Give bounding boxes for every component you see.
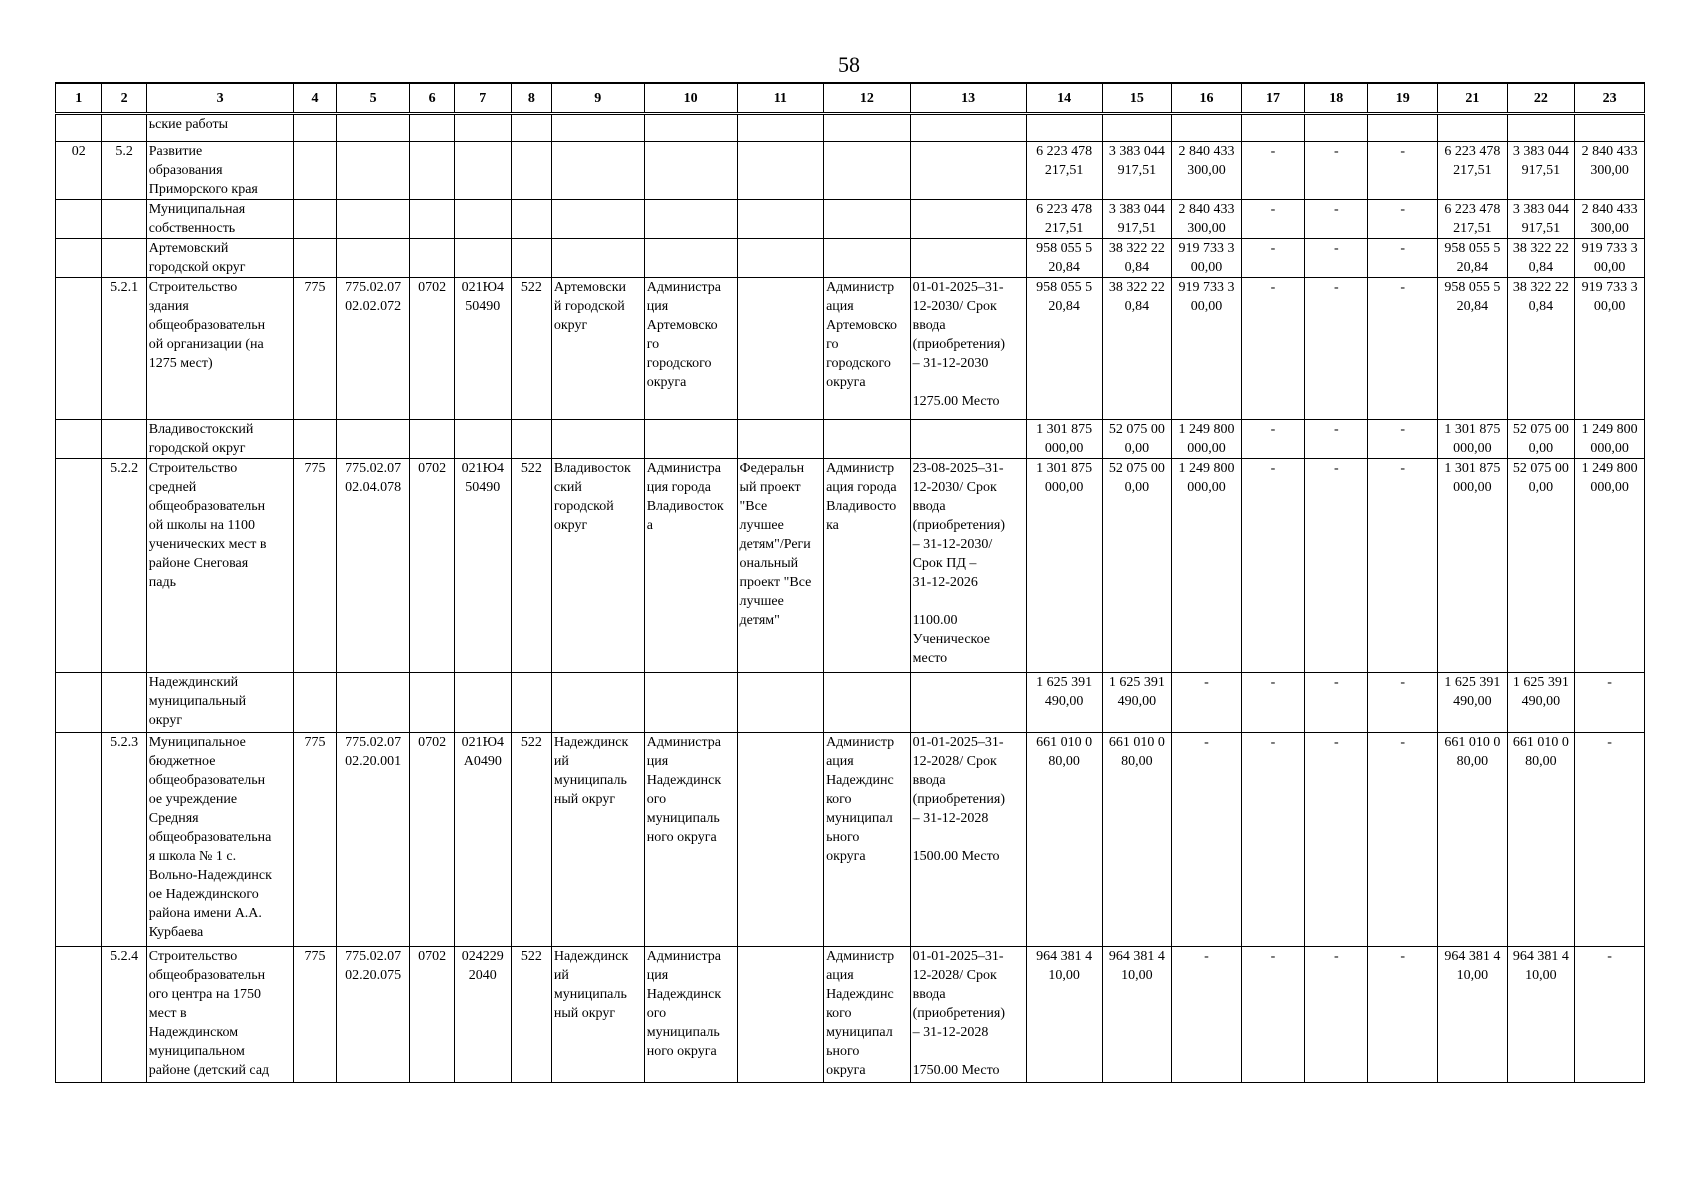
cell-c2: 5.2 bbox=[102, 142, 146, 200]
cell-c14: 661 010 0 80,00 bbox=[1026, 733, 1102, 947]
cell-c14: 1 625 391 490,00 bbox=[1026, 673, 1102, 733]
cell-c16: 919 733 3 00,00 bbox=[1172, 278, 1242, 420]
cell-c19: - bbox=[1368, 947, 1438, 1083]
column-header-7: 7 bbox=[454, 83, 511, 114]
column-header-10: 10 bbox=[644, 83, 737, 114]
cell-c16: 1 249 800 000,00 bbox=[1172, 459, 1242, 673]
cell-c16: - bbox=[1172, 733, 1242, 947]
cell-c8 bbox=[511, 114, 551, 142]
cell-c14: 958 055 5 20,84 bbox=[1026, 239, 1102, 278]
cell-c1 bbox=[56, 947, 102, 1083]
cell-c4 bbox=[294, 420, 336, 459]
cell-c23: 919 733 3 00,00 bbox=[1575, 239, 1645, 278]
cell-c16: 2 840 433 300,00 bbox=[1172, 200, 1242, 239]
cell-c5 bbox=[336, 114, 410, 142]
cell-c9: Владивосток ский городской округ bbox=[551, 459, 644, 673]
cell-c16: 2 840 433 300,00 bbox=[1172, 142, 1242, 200]
cell-c17: - bbox=[1241, 239, 1304, 278]
cell-c15: 38 322 22 0,84 bbox=[1102, 278, 1172, 420]
column-header-17: 17 bbox=[1241, 83, 1304, 114]
cell-c6 bbox=[410, 239, 454, 278]
cell-c22: 964 381 4 10,00 bbox=[1507, 947, 1575, 1083]
cell-c10 bbox=[644, 142, 737, 200]
cell-c8: 522 bbox=[511, 459, 551, 673]
cell-c10 bbox=[644, 200, 737, 239]
cell-c5: 775.02.07 02.20.001 bbox=[336, 733, 410, 947]
cell-c13 bbox=[910, 420, 1026, 459]
cell-c15: 964 381 4 10,00 bbox=[1102, 947, 1172, 1083]
cell-c16: 919 733 3 00,00 bbox=[1172, 239, 1242, 278]
cell-c4 bbox=[294, 200, 336, 239]
cell-c15 bbox=[1102, 114, 1172, 142]
cell-c8: 522 bbox=[511, 947, 551, 1083]
cell-c9 bbox=[551, 673, 644, 733]
cell-c3: Строительство здания общеобразовательн ой организации (на 1275 мест) bbox=[146, 278, 294, 420]
cell-c7: 024229 2040 bbox=[454, 947, 511, 1083]
cell-c23: 919 733 3 00,00 bbox=[1575, 278, 1645, 420]
cell-c21: 661 010 0 80,00 bbox=[1438, 733, 1508, 947]
cell-c22: 3 383 044 917,51 bbox=[1507, 142, 1575, 200]
cell-c19: - bbox=[1368, 278, 1438, 420]
cell-c21: 964 381 4 10,00 bbox=[1438, 947, 1508, 1083]
cell-c9 bbox=[551, 200, 644, 239]
cell-c22 bbox=[1507, 114, 1575, 142]
cell-c13: 01-01-2025–31- 12-2028/ Срок ввода (приобретения) – 31-12-2028 1500.00 Место bbox=[910, 733, 1026, 947]
cell-c18: - bbox=[1305, 673, 1368, 733]
cell-c8 bbox=[511, 142, 551, 200]
table-row bbox=[56, 673, 1645, 733]
cell-c7: 021Ю4 50490 bbox=[454, 459, 511, 673]
cell-c13 bbox=[910, 673, 1026, 733]
cell-c6: 0702 bbox=[410, 278, 454, 420]
cell-c3: Артемовский городской округ bbox=[146, 239, 294, 278]
table-row bbox=[56, 420, 1645, 459]
cell-c22: 52 075 00 0,00 bbox=[1507, 420, 1575, 459]
column-header-22: 22 bbox=[1507, 83, 1575, 114]
cell-c18: - bbox=[1305, 239, 1368, 278]
cell-c2 bbox=[102, 673, 146, 733]
cell-c21 bbox=[1438, 114, 1508, 142]
cell-c9 bbox=[551, 420, 644, 459]
cell-c3: Развитие образования Приморского края bbox=[146, 142, 294, 200]
cell-c23: 2 840 433 300,00 bbox=[1575, 200, 1645, 239]
cell-c2 bbox=[102, 420, 146, 459]
cell-c17: - bbox=[1241, 673, 1304, 733]
cell-c3: Муниципальная собственность bbox=[146, 200, 294, 239]
cell-c16: - bbox=[1172, 673, 1242, 733]
cell-c4 bbox=[294, 114, 336, 142]
cell-c11 bbox=[737, 239, 824, 278]
cell-c5 bbox=[336, 200, 410, 239]
cell-c4: 775 bbox=[294, 278, 336, 420]
column-header-13: 13 bbox=[910, 83, 1026, 114]
cell-c9 bbox=[551, 114, 644, 142]
cell-c16: - bbox=[1172, 947, 1242, 1083]
column-header-1: 1 bbox=[56, 83, 102, 114]
cell-c6: 0702 bbox=[410, 459, 454, 673]
cell-c9 bbox=[551, 239, 644, 278]
table-row bbox=[56, 733, 1645, 947]
cell-c14: 964 381 4 10,00 bbox=[1026, 947, 1102, 1083]
cell-c21: 958 055 5 20,84 bbox=[1438, 239, 1508, 278]
cell-c12: Администр ация Надеждинс кого муниципал ьного округа bbox=[824, 947, 911, 1083]
cell-c8: 522 bbox=[511, 733, 551, 947]
cell-c18: - bbox=[1305, 733, 1368, 947]
cell-c14: 1 301 875 000,00 bbox=[1026, 459, 1102, 673]
column-header-8: 8 bbox=[511, 83, 551, 114]
cell-c11 bbox=[737, 947, 824, 1083]
cell-c6 bbox=[410, 114, 454, 142]
cell-c16: 1 249 800 000,00 bbox=[1172, 420, 1242, 459]
cell-c19 bbox=[1368, 114, 1438, 142]
cell-c5: 775.02.07 02.02.072 bbox=[336, 278, 410, 420]
cell-c17: - bbox=[1241, 200, 1304, 239]
cell-c14: 958 055 5 20,84 bbox=[1026, 278, 1102, 420]
cell-c14: 6 223 478 217,51 bbox=[1026, 142, 1102, 200]
cell-c15: 38 322 22 0,84 bbox=[1102, 239, 1172, 278]
cell-c10: Администра ция Надеждинск ого муниципаль ного округа bbox=[644, 733, 737, 947]
cell-c1 bbox=[56, 200, 102, 239]
cell-c11 bbox=[737, 420, 824, 459]
cell-c13: 23-08-2025–31- 12-2030/ Срок ввода (приобретения) – 31-12-2030/ Срок ПД – 31-12-2026 1100.00 Ученическое место bbox=[910, 459, 1026, 673]
table-header-row bbox=[56, 83, 1645, 114]
column-header-14: 14 bbox=[1026, 83, 1102, 114]
column-header-4: 4 bbox=[294, 83, 336, 114]
cell-c9: Надеждинск ий муниципаль ный округ bbox=[551, 733, 644, 947]
cell-c19: - bbox=[1368, 420, 1438, 459]
cell-c1 bbox=[56, 239, 102, 278]
cell-c10 bbox=[644, 114, 737, 142]
cell-c15: 661 010 0 80,00 bbox=[1102, 733, 1172, 947]
cell-c17: - bbox=[1241, 142, 1304, 200]
cell-c6: 0702 bbox=[410, 733, 454, 947]
cell-c8 bbox=[511, 239, 551, 278]
cell-c8 bbox=[511, 420, 551, 459]
cell-c19: - bbox=[1368, 142, 1438, 200]
cell-c6: 0702 bbox=[410, 947, 454, 1083]
cell-c6 bbox=[410, 200, 454, 239]
cell-c6 bbox=[410, 142, 454, 200]
column-header-23: 23 bbox=[1575, 83, 1645, 114]
column-header-3: 3 bbox=[146, 83, 294, 114]
cell-c10 bbox=[644, 420, 737, 459]
cell-c18: - bbox=[1305, 947, 1368, 1083]
cell-c1 bbox=[56, 673, 102, 733]
cell-c23: 2 840 433 300,00 bbox=[1575, 142, 1645, 200]
cell-c12 bbox=[824, 673, 911, 733]
cell-c7: 021Ю4 50490 bbox=[454, 278, 511, 420]
cell-c1 bbox=[56, 278, 102, 420]
cell-c9: Надеждинск ий муниципаль ный округ bbox=[551, 947, 644, 1083]
table-row bbox=[56, 459, 1645, 673]
cell-c17: - bbox=[1241, 278, 1304, 420]
cell-c18: - bbox=[1305, 278, 1368, 420]
cell-c23: - bbox=[1575, 733, 1645, 947]
cell-c11 bbox=[737, 200, 824, 239]
cell-c21: 1 301 875 000,00 bbox=[1438, 420, 1508, 459]
cell-c23: - bbox=[1575, 673, 1645, 733]
cell-c7: 021Ю4 А0490 bbox=[454, 733, 511, 947]
cell-c2 bbox=[102, 114, 146, 142]
cell-c7 bbox=[454, 142, 511, 200]
cell-c5 bbox=[336, 420, 410, 459]
cell-c21: 6 223 478 217,51 bbox=[1438, 142, 1508, 200]
cell-c5 bbox=[336, 673, 410, 733]
cell-c4 bbox=[294, 673, 336, 733]
table-row bbox=[56, 142, 1645, 200]
cell-c3: Муниципальное бюджетное общеобразовательн ое учреждение Средняя общеобразовательна я школа № 1 с. Вольно-Надеждинск ое Надеждинского района имени А.А. Курбаева bbox=[146, 733, 294, 947]
cell-c10: Администра ция Надеждинск ого муниципаль ного округа bbox=[644, 947, 737, 1083]
cell-c12 bbox=[824, 200, 911, 239]
cell-c5: 775.02.07 02.04.078 bbox=[336, 459, 410, 673]
cell-c19: - bbox=[1368, 239, 1438, 278]
cell-c3: Строительство средней общеобразовательн ой школы на 1100 ученических мест в районе Снеговая падь bbox=[146, 459, 294, 673]
cell-c17 bbox=[1241, 114, 1304, 142]
cell-c1 bbox=[56, 114, 102, 142]
cell-c15: 52 075 00 0,00 bbox=[1102, 420, 1172, 459]
table-row bbox=[56, 278, 1645, 420]
cell-c17: - bbox=[1241, 459, 1304, 673]
cell-c18 bbox=[1305, 114, 1368, 142]
cell-c17: - bbox=[1241, 947, 1304, 1083]
cell-c23: 1 249 800 000,00 bbox=[1575, 420, 1645, 459]
cell-c19: - bbox=[1368, 459, 1438, 673]
table-row bbox=[56, 200, 1645, 239]
cell-c2 bbox=[102, 239, 146, 278]
cell-c12 bbox=[824, 142, 911, 200]
column-header-21: 21 bbox=[1438, 83, 1508, 114]
cell-c12 bbox=[824, 239, 911, 278]
cell-c18: - bbox=[1305, 200, 1368, 239]
cell-c9: Артемовски й городской округ bbox=[551, 278, 644, 420]
cell-c11 bbox=[737, 278, 824, 420]
column-header-16: 16 bbox=[1172, 83, 1242, 114]
cell-c7 bbox=[454, 420, 511, 459]
cell-c2 bbox=[102, 200, 146, 239]
cell-c21: 6 223 478 217,51 bbox=[1438, 200, 1508, 239]
cell-c4: 775 bbox=[294, 947, 336, 1083]
cell-c13 bbox=[910, 200, 1026, 239]
cell-c6 bbox=[410, 420, 454, 459]
cell-c16 bbox=[1172, 114, 1242, 142]
cell-c5 bbox=[336, 239, 410, 278]
cell-c11 bbox=[737, 114, 824, 142]
cell-c18: - bbox=[1305, 420, 1368, 459]
cell-c15: 3 383 044 917,51 bbox=[1102, 142, 1172, 200]
cell-c12: Администр ация Надеждинс кого муниципал ьного округа bbox=[824, 733, 911, 947]
cell-c12 bbox=[824, 114, 911, 142]
cell-c21: 958 055 5 20,84 bbox=[1438, 278, 1508, 420]
cell-c1 bbox=[56, 420, 102, 459]
cell-c4 bbox=[294, 142, 336, 200]
table-row bbox=[56, 239, 1645, 278]
cell-c6 bbox=[410, 673, 454, 733]
cell-c10 bbox=[644, 239, 737, 278]
table-body bbox=[56, 114, 1645, 1083]
column-header-15: 15 bbox=[1102, 83, 1172, 114]
table-row bbox=[56, 114, 1645, 142]
cell-c11 bbox=[737, 142, 824, 200]
column-header-11: 11 bbox=[737, 83, 824, 114]
cell-c15: 3 383 044 917,51 bbox=[1102, 200, 1172, 239]
cell-c3: Строительство общеобразовательн ого центра на 1750 мест в Надеждинском муниципальном районе (детский сад bbox=[146, 947, 294, 1083]
cell-c13 bbox=[910, 114, 1026, 142]
cell-c2: 5.2.3 bbox=[102, 733, 146, 947]
cell-c22: 52 075 00 0,00 bbox=[1507, 459, 1575, 673]
cell-c22: 38 322 22 0,84 bbox=[1507, 239, 1575, 278]
cell-c22: 38 322 22 0,84 bbox=[1507, 278, 1575, 420]
cell-c17: - bbox=[1241, 420, 1304, 459]
cell-c7 bbox=[454, 239, 511, 278]
cell-c9 bbox=[551, 142, 644, 200]
cell-c7 bbox=[454, 673, 511, 733]
cell-c21: 1 301 875 000,00 bbox=[1438, 459, 1508, 673]
cell-c21: 1 625 391 490,00 bbox=[1438, 673, 1508, 733]
column-header-5: 5 bbox=[336, 83, 410, 114]
cell-c15: 1 625 391 490,00 bbox=[1102, 673, 1172, 733]
cell-c4: 775 bbox=[294, 459, 336, 673]
cell-c15: 52 075 00 0,00 bbox=[1102, 459, 1172, 673]
cell-c13: 01-01-2025–31- 12-2028/ Срок ввода (приобретения) – 31-12-2028 1750.00 Место bbox=[910, 947, 1026, 1083]
cell-c8: 522 bbox=[511, 278, 551, 420]
cell-c3: ьские работы bbox=[146, 114, 294, 142]
column-header-19: 19 bbox=[1368, 83, 1438, 114]
cell-c3: Надеждинский муниципальный округ bbox=[146, 673, 294, 733]
cell-c23: - bbox=[1575, 947, 1645, 1083]
page-number: 58 bbox=[838, 52, 860, 77]
column-header-12: 12 bbox=[824, 83, 911, 114]
table-row bbox=[56, 947, 1645, 1083]
cell-c10 bbox=[644, 673, 737, 733]
cell-c7 bbox=[454, 114, 511, 142]
cell-c13 bbox=[910, 239, 1026, 278]
cell-c22: 3 383 044 917,51 bbox=[1507, 200, 1575, 239]
column-header-2: 2 bbox=[102, 83, 146, 114]
cell-c3: Владивостокский городской округ bbox=[146, 420, 294, 459]
cell-c19: - bbox=[1368, 200, 1438, 239]
cell-c10: Администра ция города Владивосток а bbox=[644, 459, 737, 673]
cell-c1 bbox=[56, 459, 102, 673]
cell-c19: - bbox=[1368, 673, 1438, 733]
column-header-9: 9 bbox=[551, 83, 644, 114]
cell-c11 bbox=[737, 673, 824, 733]
cell-c1 bbox=[56, 733, 102, 947]
cell-c5: 775.02.07 02.20.075 bbox=[336, 947, 410, 1083]
cell-c14: 1 301 875 000,00 bbox=[1026, 420, 1102, 459]
cell-c22: 1 625 391 490,00 bbox=[1507, 673, 1575, 733]
cell-c22: 661 010 0 80,00 bbox=[1507, 733, 1575, 947]
cell-c5 bbox=[336, 142, 410, 200]
column-header-18: 18 bbox=[1305, 83, 1368, 114]
cell-c2: 5.2.4 bbox=[102, 947, 146, 1083]
cell-c18: - bbox=[1305, 142, 1368, 200]
cell-c13: 01-01-2025–31- 12-2030/ Срок ввода (приобретения) – 31-12-2030 1275.00 Место bbox=[910, 278, 1026, 420]
cell-c18: - bbox=[1305, 459, 1368, 673]
cell-c13 bbox=[910, 142, 1026, 200]
cell-c1: 02 bbox=[56, 142, 102, 200]
cell-c8 bbox=[511, 200, 551, 239]
cell-c19: - bbox=[1368, 733, 1438, 947]
cell-c17: - bbox=[1241, 733, 1304, 947]
cell-c12: Администр ация города Владивосто ка bbox=[824, 459, 911, 673]
cell-c4 bbox=[294, 239, 336, 278]
cell-c2: 5.2.1 bbox=[102, 278, 146, 420]
cell-c8 bbox=[511, 673, 551, 733]
column-header-6: 6 bbox=[410, 83, 454, 114]
budget-table bbox=[55, 82, 1645, 1083]
cell-c23: 1 249 800 000,00 bbox=[1575, 459, 1645, 673]
cell-c23 bbox=[1575, 114, 1645, 142]
cell-c2: 5.2.2 bbox=[102, 459, 146, 673]
cell-c7 bbox=[454, 200, 511, 239]
cell-c14: 6 223 478 217,51 bbox=[1026, 200, 1102, 239]
cell-c12: Администр ация Артемовско го городского округа bbox=[824, 278, 911, 420]
cell-c10: Администра ция Артемовско го городского округа bbox=[644, 278, 737, 420]
cell-c12 bbox=[824, 420, 911, 459]
cell-c11: Федеральн ый проект "Все лучшее детям"/Реги ональный проект "Все лучшее детям" bbox=[737, 459, 824, 673]
cell-c14 bbox=[1026, 114, 1102, 142]
cell-c4: 775 bbox=[294, 733, 336, 947]
cell-c11 bbox=[737, 733, 824, 947]
